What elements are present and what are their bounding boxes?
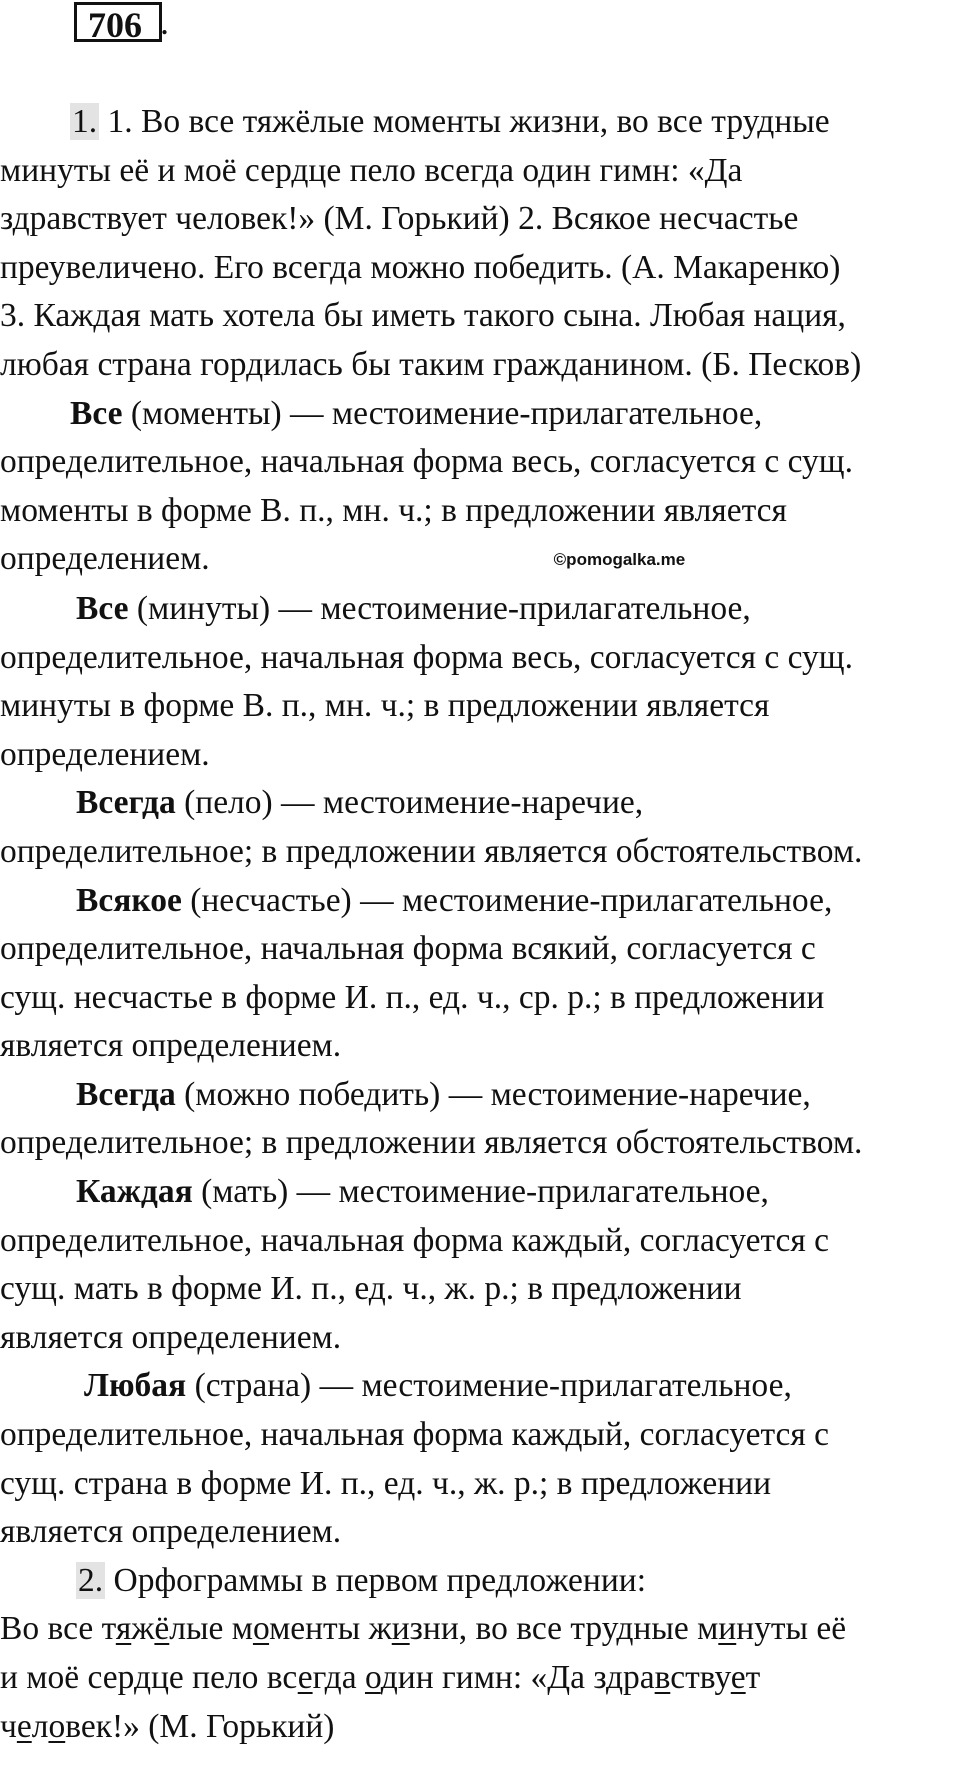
task2-head — [0, 1557, 960, 1606]
sentence-fragment: дин гимн: «Да здра — [380, 1659, 655, 1696]
task1-line: преувеличено. Его всегда можно победить. (А. Макаренко) — [0, 248, 841, 286]
analysis-word: Все — [70, 394, 123, 432]
orthogram-letter: ё — [154, 1610, 170, 1648]
analysis-line: определительное; в предложении является обстоятельством. — [0, 832, 863, 870]
sentence-fragment: и моё сер — [0, 1659, 134, 1696]
sentence-fragment: т — [745, 1659, 761, 1696]
task1-line: 3. Каждая мать хотела бы иметь такого сына. Любая нация, — [0, 297, 846, 335]
sentence-fragment: гда — [312, 1659, 365, 1696]
orthogram-letter: е — [730, 1659, 746, 1696]
sentence-fragment: л — [31, 1707, 49, 1745]
analysis-word: Всегда — [76, 784, 176, 822]
analysis-line — [0, 535, 960, 585]
analysis-head — [0, 390, 960, 439]
analysis-head — [0, 1362, 960, 1411]
analysis-line: сущ. несчастье в форме И. п., ед. ч., ср. р.; в предложении — [0, 978, 825, 1016]
analysis-word: Всякое — [76, 881, 182, 919]
analysis-desc: (пело) — местоимение-наречие, — [175, 784, 644, 822]
orthogram-letter: я — [115, 1610, 132, 1648]
orthogram-line — [0, 1703, 960, 1752]
analysis-desc: (можно победить) — местоимение-наречие, — [175, 1075, 811, 1113]
analysis-head — [0, 1168, 960, 1217]
analysis-line: сущ. страна в форме И. п., ед. ч., ж. р.; в предложении — [0, 1464, 771, 1502]
orthogram-letter: о — [364, 1659, 381, 1696]
analysis-line: определительное, начальная форма весь, согласуется с сущ. — [0, 443, 853, 481]
document-body — [0, 98, 960, 1751]
orthogram-letter: е — [16, 1707, 32, 1745]
analysis-line: моменты в форме В. п., мн. ч.; в предложении является — [0, 491, 787, 529]
watermark: ©pomogalka.me — [553, 550, 686, 570]
analysis-head — [0, 585, 960, 634]
sentence-fragment: нуты её — [736, 1610, 847, 1648]
sentence-fragment: це пело вс — [151, 1659, 298, 1696]
orthogram-letter: о — [48, 1707, 66, 1745]
exercise-number: 706 — [74, 2, 162, 42]
sentence-fragment: Во все т — [0, 1610, 116, 1648]
task1-line: минуты её и моё сердце пело всегда один гимн: «Да — [0, 151, 743, 189]
exercise-number-dot: . — [160, 2, 169, 42]
analysis-word: Всегда — [76, 1075, 176, 1113]
analysis-desc: (минуты) — местоимение-прилагательное, — [128, 589, 751, 627]
analysis-line: определительное, начальная форма всякий, согласуется с — [0, 930, 816, 968]
analysis-word: Любая — [84, 1367, 187, 1405]
analysis-line: является определением. — [0, 1027, 342, 1065]
orthogram-letter: о — [252, 1610, 270, 1648]
analysis-desc: (несчастье) — местоимение-прилагательное, — [181, 881, 833, 919]
orthogram-line — [0, 1654, 960, 1703]
sentence-fragment: ству — [670, 1659, 731, 1696]
analysis-desc: (мать) — местоимение-прилагательное, — [192, 1173, 769, 1211]
analysis-desc: (моменты) — местоимение-прилагательное, — [122, 394, 763, 432]
task2-label: 2. — [78, 1561, 104, 1599]
orthogram-letter: и — [391, 1610, 410, 1648]
analysis-line: определительное, начальная форма каждый, согласуется с — [0, 1416, 830, 1454]
analysis-line: является определением. — [0, 1513, 342, 1551]
sentence-fragment: ч — [0, 1707, 17, 1745]
task1-line — [0, 98, 960, 147]
analysis-head — [0, 779, 960, 828]
orthogram-letter: д — [133, 1659, 151, 1696]
analysis-line-text: определением. — [0, 540, 210, 578]
sentence-fragment: менты ж — [269, 1610, 392, 1648]
analysis-word: Все — [76, 589, 129, 627]
analysis-word: Каждая — [76, 1173, 193, 1211]
orthogram-letter: в — [654, 1659, 671, 1696]
task2-heading: Орфограммы в первом предложении: — [105, 1561, 646, 1599]
sentence-fragment: век!» (М. Горький) — [65, 1707, 335, 1745]
analysis-line: определением. — [0, 735, 210, 773]
analysis-line: минуты в форме В. п., мн. ч.; в предложении является — [0, 687, 770, 725]
analysis-line: определительное, начальная форма каждый, согласуется с — [0, 1221, 830, 1259]
analysis-line: сущ. мать в форме И. п., ед. ч., ж. р.; в предложении — [0, 1270, 742, 1308]
orthogram-line — [0, 1605, 960, 1654]
analysis-line: определительное, начальная форма весь, согласуется с сущ. — [0, 638, 853, 676]
task1-line: здравствует человек!» (М. Горький) 2. Всякое несчастье — [0, 200, 799, 238]
analysis-head — [0, 877, 960, 926]
analysis-line: определительное; в предложении является обстоятельством. — [0, 1124, 863, 1162]
sentence-fragment: лые м — [169, 1610, 253, 1648]
sentence-fragment: зни, во все трудные м — [409, 1610, 719, 1648]
sentence-fragment: ж — [131, 1610, 155, 1648]
task1-line: любая страна гордилась бы таким гражданином. (Б. Песков) — [0, 345, 862, 383]
analysis-head — [0, 1071, 960, 1120]
orthogram-letter: и — [718, 1610, 737, 1648]
task1-label: 1. — [72, 103, 98, 140]
analysis-line: является определением. — [0, 1318, 342, 1356]
orthogram-letter: е — [297, 1659, 313, 1696]
analysis-desc: (страна) — местоимение-прилагательное, — [186, 1367, 792, 1405]
task1-text: 1. Во все тяжёлые моменты жизни, во все трудные — [107, 103, 830, 140]
